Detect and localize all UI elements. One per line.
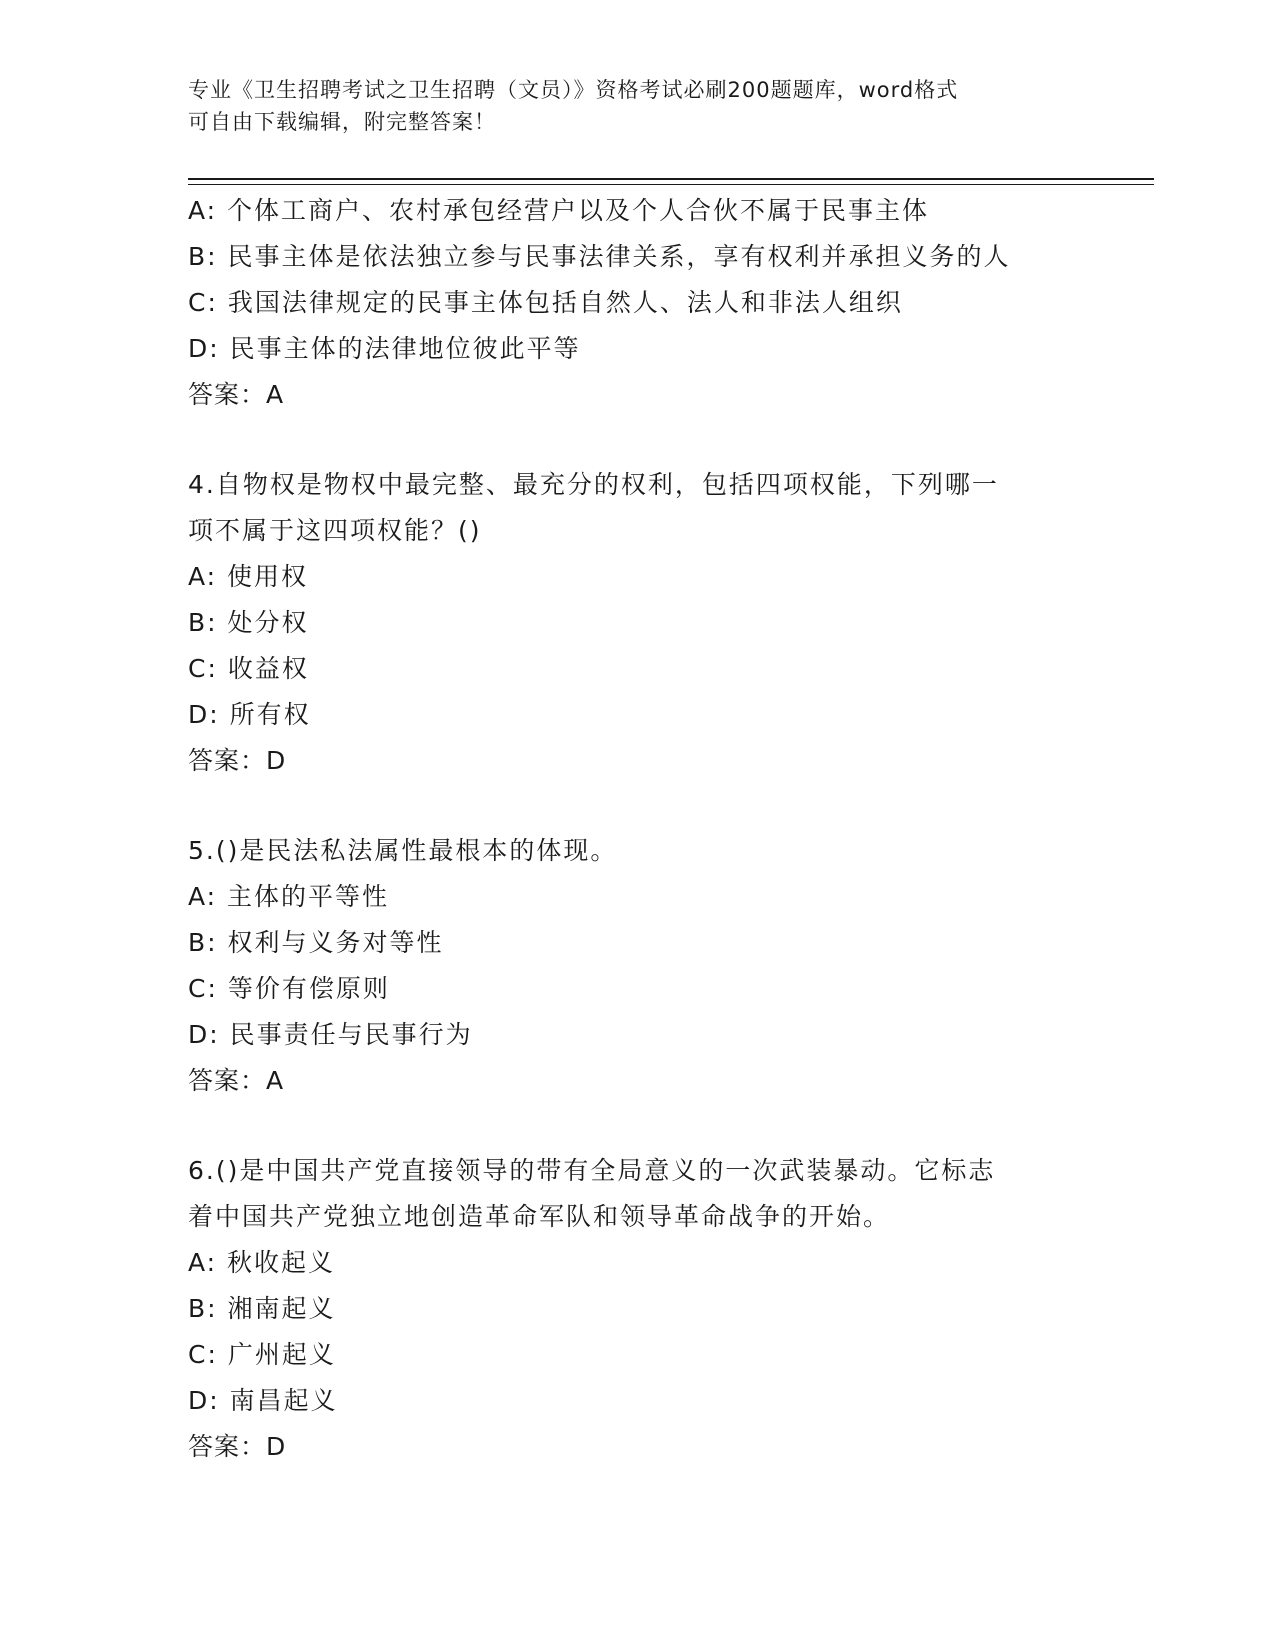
- option-b: B: 民事主体是依法独立参与民事法律关系，享有权利并承担义务的人: [188, 242, 1011, 271]
- question-text-line-1: 6.()是中国共产党直接领导的带有全局意义的一次武装暴动。它标志: [188, 1156, 996, 1185]
- option-c: C: 收益权: [188, 654, 309, 683]
- question-text-line-2: 项不属于这四项权能？(): [188, 516, 482, 545]
- option-c: C: 广州起义: [188, 1340, 336, 1369]
- answer-value: D: [266, 1432, 287, 1461]
- answer-label: 答案：: [188, 1066, 267, 1095]
- option-c: C: 我国法律规定的民事主体包括自然人、法人和非法人组织: [188, 288, 903, 317]
- option-d: D: 民事主体的法律地位彼此平等: [188, 334, 581, 363]
- option-d: D: 所有权: [188, 700, 311, 729]
- option-a: A: 秋收起义: [188, 1248, 336, 1277]
- option-a: A: 个体工商户、农村承包经营户以及个人合伙不属于民事主体: [188, 196, 930, 225]
- answer-label: 答案：: [188, 1432, 267, 1461]
- question-text: [188, 1148, 1088, 1240]
- option-c: C: 等价有偿原则: [188, 974, 390, 1003]
- question-list: [188, 188, 1088, 1470]
- question-text: [188, 462, 1088, 554]
- header-line-1: 专业《卫生招聘考试之卫生招聘（文员）》资格考试必刷200题题库，word格式: [188, 78, 959, 102]
- option-d: D: 南昌起义: [188, 1386, 338, 1415]
- question-4: [188, 462, 1088, 784]
- answer-line: [188, 372, 1088, 418]
- question-text-line-2: 着中国共产党独立地创造革命军队和领导革命战争的开始。: [188, 1202, 891, 1231]
- question-5: [188, 828, 1088, 1104]
- answer-value: A: [266, 1066, 285, 1095]
- document-header: [188, 74, 1088, 138]
- option-b: B: 权利与义务对等性: [188, 928, 444, 957]
- option-b: B: 处分权: [188, 608, 309, 637]
- answer-line: [188, 738, 1088, 784]
- question-text: [188, 828, 1088, 874]
- question-text-line-1: 4.自物权是物权中最完整、最充分的权利，包括四项权能，下列哪一: [188, 470, 999, 499]
- option-d: D: 民事责任与民事行为: [188, 1020, 473, 1049]
- option-a: A: 使用权: [188, 562, 309, 591]
- header-line-2: 可自由下载编辑，附完整答案！: [188, 110, 496, 134]
- header-divider-thick: [188, 178, 1154, 180]
- answer-label: 答案：: [188, 380, 267, 409]
- question-3: [188, 188, 1088, 418]
- answer-line: [188, 1424, 1088, 1470]
- question-text-line-1: 5.()是民法私法属性最根本的体现。: [188, 836, 618, 865]
- option-a: A: 主体的平等性: [188, 882, 390, 911]
- answer-line: [188, 1058, 1088, 1104]
- option-b: B: 湘南起义: [188, 1294, 336, 1323]
- answer-value: D: [266, 746, 287, 775]
- answer-label: 答案：: [188, 746, 267, 775]
- header-divider-thin: [188, 184, 1154, 185]
- answer-value: A: [266, 380, 285, 409]
- question-6: [188, 1148, 1088, 1470]
